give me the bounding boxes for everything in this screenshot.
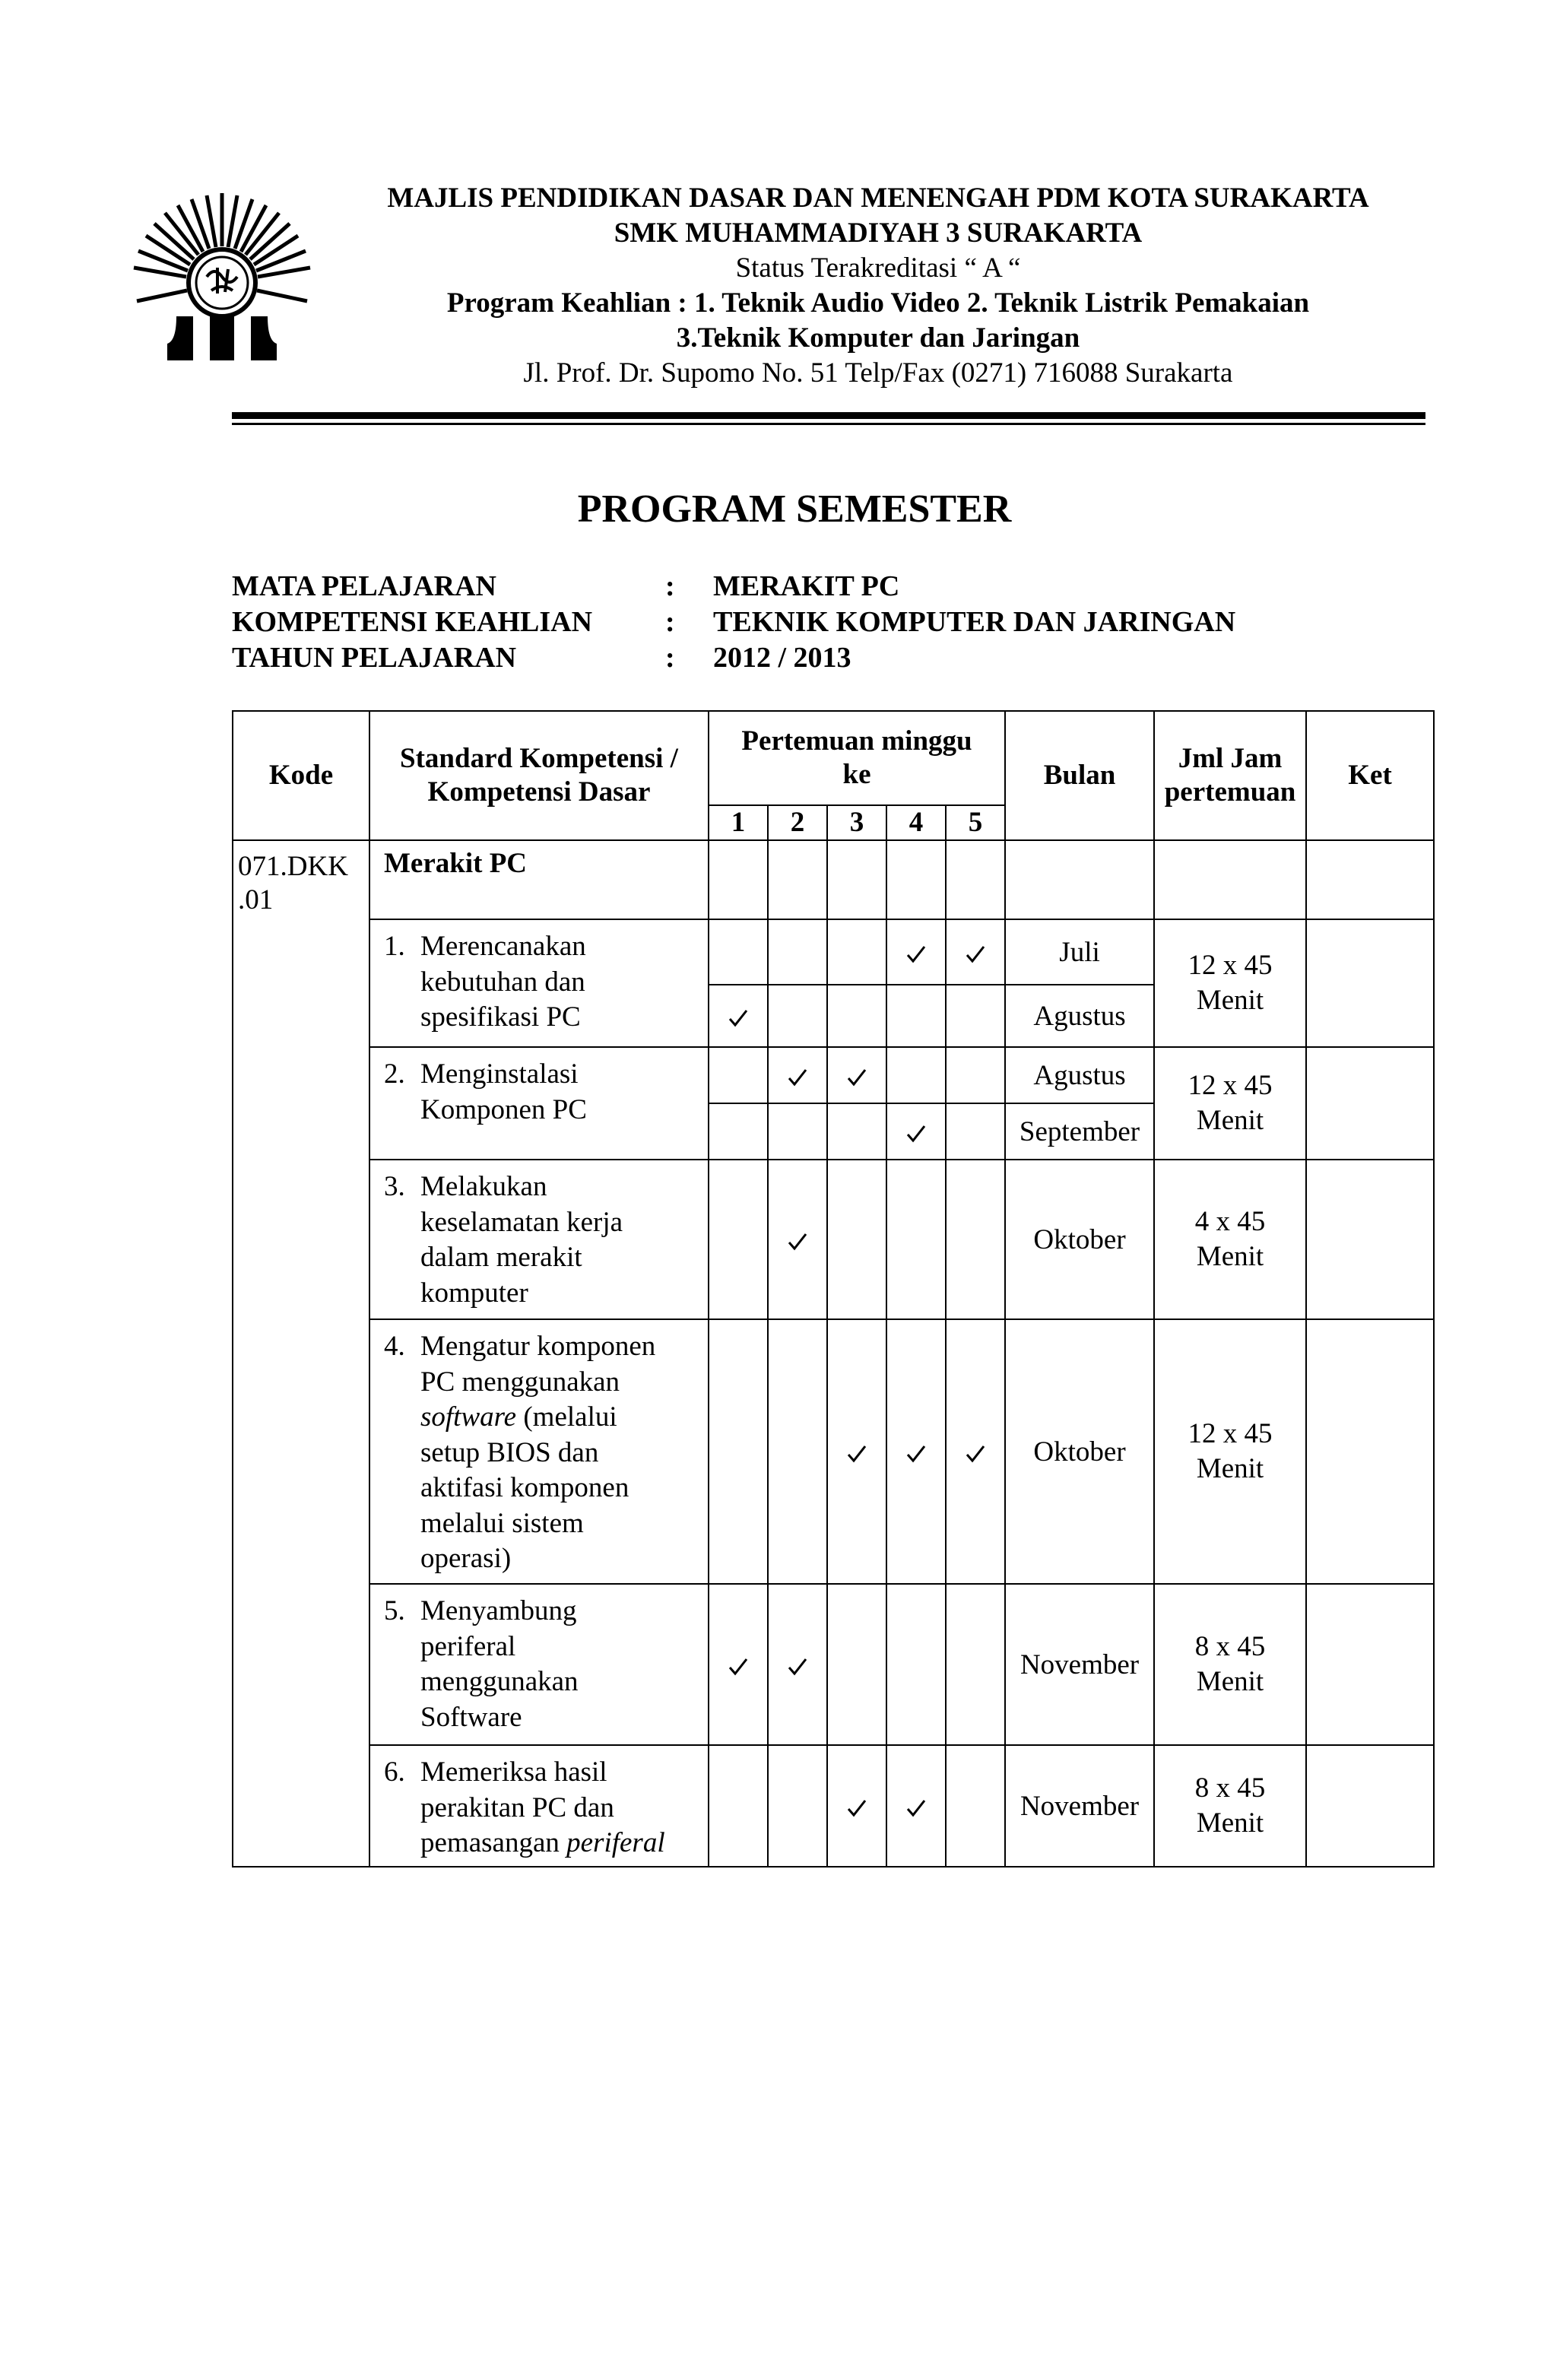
week-4-cell (886, 919, 946, 985)
letterhead-rule-thick (232, 412, 1425, 419)
kd-line-italic: periferal (566, 1827, 665, 1858)
kompetensi-dasar-cell (369, 1047, 709, 1160)
empty-cell (1306, 840, 1434, 919)
kd-line: Mengatur komponen (420, 1331, 656, 1362)
jml-jam-unit: Menit (1196, 985, 1264, 1016)
checkmark-icon (906, 1445, 926, 1463)
kd-line: melalui sistem (420, 1507, 584, 1539)
checkmark-icon (847, 1068, 867, 1087)
bulan-cell: Agustus (1005, 1047, 1154, 1103)
kd-line: Komponen PC (420, 1093, 587, 1125)
empty-cell (1154, 840, 1306, 919)
week-4-cell (886, 1745, 946, 1867)
checkmark-icon (728, 1658, 748, 1676)
meta-colon: : (665, 570, 675, 602)
week-3-cell (827, 1160, 886, 1319)
ket-cell (1306, 1319, 1434, 1584)
kd-line: PC menggunakan (420, 1366, 620, 1398)
checkmark-icon (906, 1125, 926, 1143)
kd-number: 4. (384, 1331, 405, 1362)
empty-cell (1005, 840, 1154, 919)
week-3-cell (827, 1745, 886, 1867)
week-5-cell (946, 1319, 1005, 1584)
week-2-cell (768, 1103, 827, 1160)
kd-row (233, 1160, 1434, 1319)
ket-cell (1306, 1584, 1434, 1745)
week-3-cell (827, 985, 886, 1047)
meta-label: TAHUN PELAJARAN (232, 642, 517, 674)
week-4-cell (886, 1584, 946, 1745)
kd-line: komputer (420, 1277, 528, 1309)
letterhead-accreditation: Status Terakreditasi “ A “ (735, 252, 1021, 284)
meta-value: MERAKIT PC (713, 570, 900, 602)
kode-line1: 071.DKK (238, 851, 348, 882)
week-5-cell (946, 1584, 1005, 1745)
checkmark-icon (788, 1233, 807, 1251)
header-row (233, 711, 1434, 805)
kd-line: Melakukan (420, 1171, 547, 1202)
bulan-cell: Oktober (1005, 1319, 1154, 1584)
header-jml-jam (1154, 711, 1306, 840)
week-5-cell (946, 1047, 1005, 1103)
kd-number: 6. (384, 1756, 405, 1788)
jml-jam-cell (1154, 1584, 1306, 1745)
kd-line: Merencanakan (420, 931, 586, 962)
kompetensi-dasar-cell (369, 1160, 709, 1319)
kd-text (420, 1594, 679, 1735)
bulan-cell: November (1005, 1745, 1154, 1867)
kd-line: dalam merakit (420, 1242, 582, 1273)
week-2-cell (768, 919, 827, 985)
header-kode: Kode (233, 711, 369, 840)
letterhead-programs-cont: 3.Teknik Komputer dan Jaringan (676, 322, 1080, 354)
checkmark-icon (788, 1658, 807, 1676)
sun-rays (134, 193, 310, 316)
header-week-3: 3 (827, 805, 886, 840)
week-1-cell (709, 1047, 768, 1103)
bulan-cell: Agustus (1005, 985, 1154, 1047)
kd-text (420, 1057, 679, 1128)
header-sk-line2: Kompetensi Dasar (427, 776, 651, 808)
kompetensi-dasar-cell (369, 1584, 709, 1745)
kd-line: setup BIOS dan (420, 1436, 599, 1468)
letterhead (327, 181, 1429, 391)
checkmark-icon (966, 945, 985, 963)
kd-line: Menyambung (420, 1595, 577, 1626)
header-pertemuan (709, 711, 1005, 805)
jml-jam-unit: Menit (1196, 1666, 1264, 1697)
week-1-cell (709, 1584, 768, 1745)
meta-value: TEKNIK KOMPUTER DAN JARINGAN (713, 606, 1236, 638)
jml-jam-cell (1154, 1047, 1306, 1160)
meta-colon: : (665, 606, 675, 638)
kd-row (233, 1745, 1434, 1867)
header-week-2: 2 (768, 805, 827, 840)
bulan-cell: November (1005, 1584, 1154, 1745)
kd-text (420, 1329, 679, 1577)
kode-line2: .01 (238, 884, 274, 916)
empty-cell (709, 840, 768, 919)
kompetensi-dasar-cell (369, 1745, 709, 1867)
letterhead-programs: Program Keahlian : 1. Teknik Audio Video 2. Teknik Listrik Pemakaian (446, 287, 1310, 319)
jml-jam-value: 12 x 45 (1188, 1070, 1273, 1101)
jml-jam-unit: Menit (1196, 1241, 1264, 1272)
empty-cell (768, 840, 827, 919)
week-5-cell (946, 1103, 1005, 1160)
empty-cell (827, 840, 886, 919)
week-2-cell (768, 985, 827, 1047)
empty-cell (886, 840, 946, 919)
header-pertemuan-line1: Pertemuan minggu (741, 725, 972, 757)
week-1-cell (709, 1103, 768, 1160)
ket-cell (1306, 919, 1434, 1047)
week-3-cell (827, 1584, 886, 1745)
jml-jam-cell (1154, 1745, 1306, 1867)
bulan-cell: Juli (1005, 919, 1154, 985)
week-2-cell (768, 1160, 827, 1319)
kd-number: 1. (384, 931, 405, 962)
header-week-5: 5 (946, 805, 1005, 840)
logo-pillars (167, 316, 277, 360)
letterhead-address: Jl. Prof. Dr. Supomo No. 51 Telp/Fax (0271) 716088 Surakarta (523, 357, 1233, 389)
kd-text (420, 1169, 679, 1311)
week-5-cell (946, 985, 1005, 1047)
jml-jam-value: 8 x 45 (1194, 1772, 1266, 1804)
kd-row (233, 1047, 1434, 1103)
header-jml-line2: pertemuan (1164, 776, 1296, 808)
header-ket: Ket (1306, 711, 1434, 840)
jml-jam-cell (1154, 1319, 1306, 1584)
header-week-1: 1 (709, 805, 768, 840)
week-3-cell (827, 919, 886, 985)
week-5-cell (946, 919, 1005, 985)
kd-line: Menginstalasi (420, 1058, 579, 1090)
meta-value: 2012 / 2013 (713, 642, 851, 674)
kd-row (233, 1584, 1434, 1745)
header-standard-kompetensi (369, 711, 709, 840)
week-5-cell (946, 1160, 1005, 1319)
letterhead-school-name: SMK MUHAMMADIYAH 3 SURAKARTA (614, 217, 1143, 249)
letterhead-rule-thin (232, 423, 1425, 425)
checkmark-icon (906, 945, 926, 963)
week-4-cell (886, 1160, 946, 1319)
week-3-cell (827, 1319, 886, 1584)
empty-cell (946, 840, 1005, 919)
standard-kompetensi-title: Merakit PC (369, 840, 709, 919)
header-jml-line1: Jml Jam (1178, 743, 1283, 774)
kd-line: operasi) (420, 1543, 512, 1574)
jml-jam-unit: Menit (1196, 1453, 1264, 1484)
jml-jam-value: 4 x 45 (1194, 1206, 1266, 1237)
jml-jam-unit: Menit (1196, 1807, 1264, 1839)
week-1-cell (709, 1745, 768, 1867)
jml-jam-value: 8 x 45 (1194, 1631, 1266, 1662)
ket-cell (1306, 1047, 1434, 1160)
kd-number: 2. (384, 1058, 405, 1090)
kd-line: kebutuhan dan (420, 966, 585, 998)
week-1-cell (709, 1160, 768, 1319)
kd-line: Memeriksa hasil (420, 1756, 607, 1788)
kd-line: periferal (420, 1630, 516, 1662)
ket-cell (1306, 1745, 1434, 1867)
kd-line: pemasangan periferal (420, 1827, 665, 1858)
week-2-cell (768, 1047, 827, 1103)
kompetensi-dasar-cell (369, 1319, 709, 1584)
jml-jam-value: 12 x 45 (1188, 950, 1273, 981)
checkmark-icon (728, 1009, 748, 1027)
kd-line: spesifikasi PC (420, 1001, 581, 1033)
kd-row (233, 1319, 1434, 1584)
week-4-cell (886, 1103, 946, 1160)
kd-line: menggunakan (420, 1666, 579, 1697)
kd-number: 3. (384, 1171, 405, 1202)
kd-row (233, 919, 1434, 985)
week-3-cell (827, 1103, 886, 1160)
week-1-cell (709, 985, 768, 1047)
checkmark-icon (966, 1445, 985, 1463)
school-logo (131, 186, 328, 368)
week-1-cell (709, 919, 768, 985)
header-bulan: Bulan (1005, 711, 1154, 840)
jml-jam-cell (1154, 919, 1306, 1047)
week-2-cell (768, 1745, 827, 1867)
week-2-cell (768, 1584, 827, 1745)
meta-label: KOMPETENSI KEAHLIAN (232, 606, 593, 638)
meta-colon: : (665, 642, 675, 674)
week-4-cell (886, 1047, 946, 1103)
week-1-cell (709, 1319, 768, 1584)
checkmark-icon (906, 1799, 926, 1817)
jml-jam-cell (1154, 1160, 1306, 1319)
letterhead-majlis: MAJLIS PENDIDIKAN DASAR DAN MENENGAH PDM KOTA SURAKARTA (387, 182, 1369, 214)
kd-number: 5. (384, 1595, 405, 1626)
document-title: PROGRAM SEMESTER (577, 487, 1012, 531)
checkmark-icon (847, 1445, 867, 1463)
checkmark-icon (847, 1799, 867, 1817)
jml-jam-unit: Menit (1196, 1105, 1264, 1136)
ket-cell (1306, 1160, 1434, 1319)
week-2-cell (768, 1319, 827, 1584)
meta-label: MATA PELAJARAN (232, 570, 496, 602)
kode-cell (233, 840, 369, 1867)
kd-line: perakitan PC dan (420, 1791, 614, 1823)
header-sk-line1: Standard Kompetensi / (400, 743, 678, 774)
checkmark-icon (788, 1068, 807, 1087)
kd-text (420, 929, 679, 1036)
header-week-4: 4 (886, 805, 946, 840)
bulan-cell: Oktober (1005, 1160, 1154, 1319)
standard-kompetensi-row (233, 840, 1434, 919)
jml-jam-value: 12 x 45 (1188, 1418, 1273, 1449)
kd-line: aktifasi komponen (420, 1472, 629, 1503)
kd-line: keselamatan kerja (420, 1206, 623, 1238)
bulan-cell: September (1005, 1103, 1154, 1160)
week-4-cell (886, 1319, 946, 1584)
program-semester-table (232, 710, 1435, 1868)
kd-text (420, 1755, 679, 1861)
kd-line-italic: software (420, 1401, 517, 1433)
header-pertemuan-line2: ke (842, 759, 871, 790)
kompetensi-dasar-cell (369, 919, 709, 1047)
week-3-cell (827, 1047, 886, 1103)
week-4-cell (886, 985, 946, 1047)
week-5-cell (946, 1745, 1005, 1867)
kd-line: Software (420, 1701, 522, 1733)
kd-line: software (melalui (420, 1401, 617, 1433)
